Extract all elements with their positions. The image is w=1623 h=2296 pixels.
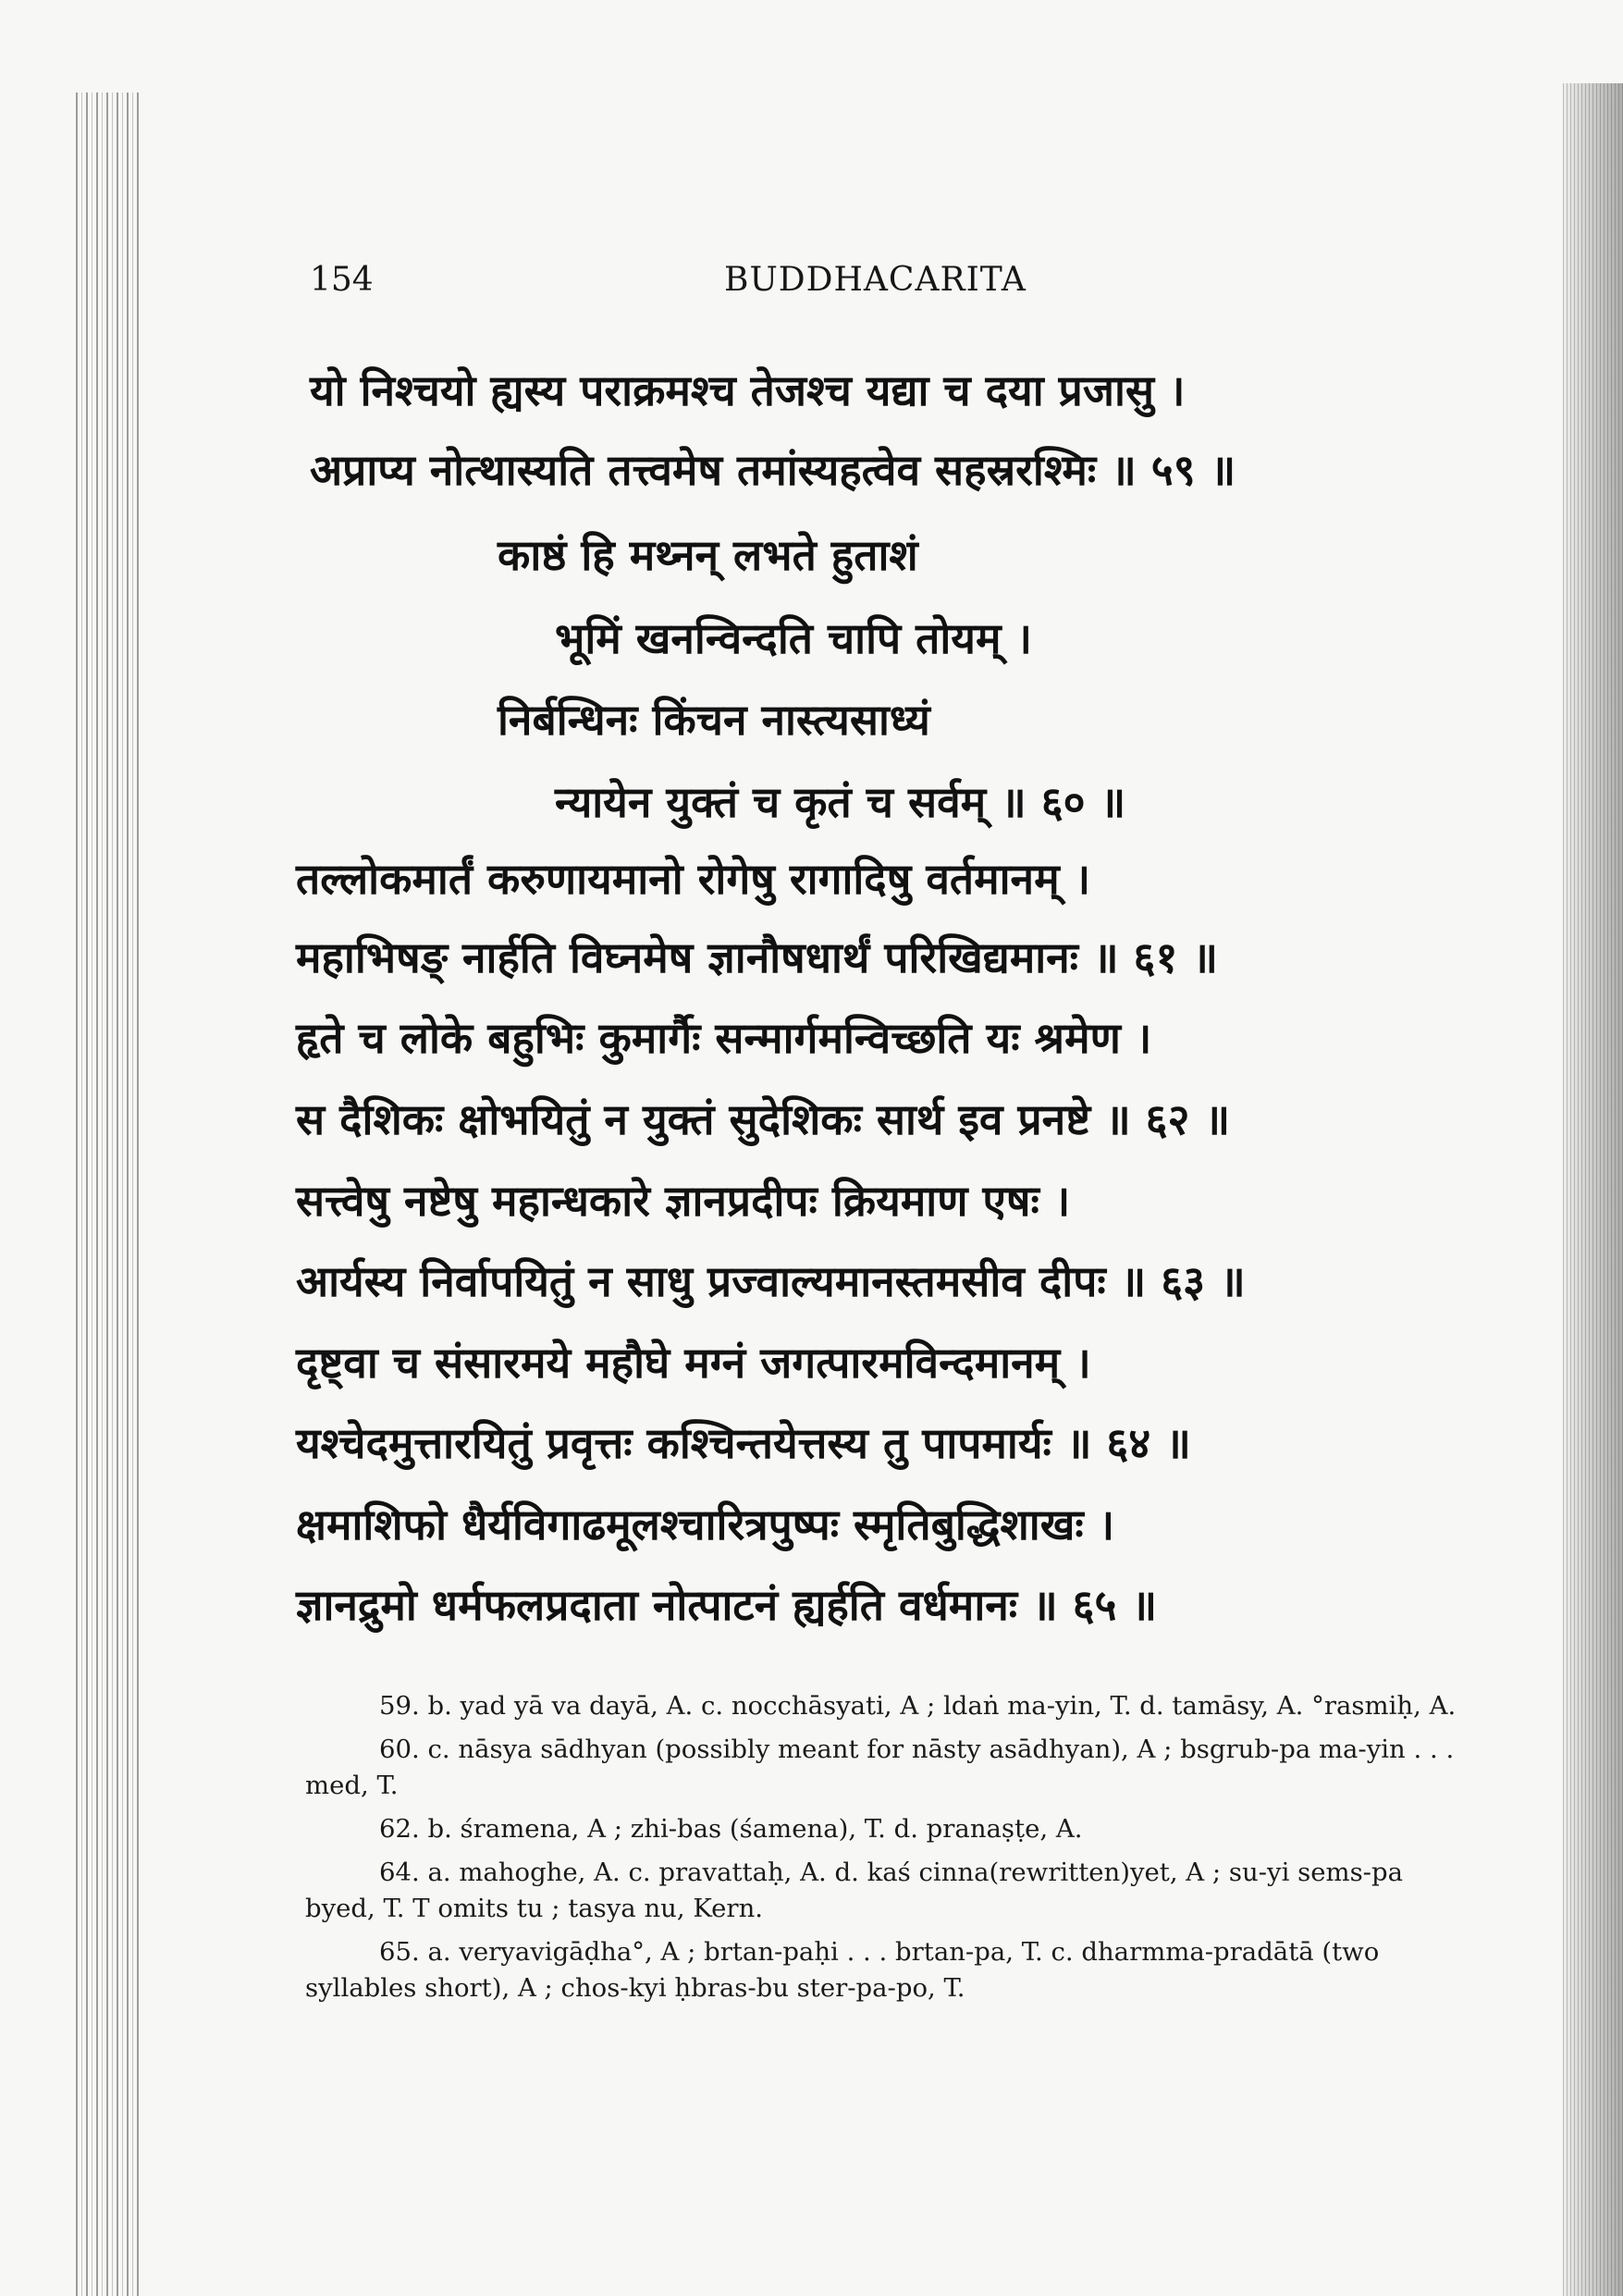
verse-line: आर्यस्य निर्वापयितुं न साधु प्रज्वाल्यमानस्तमसीव दीपः ॥ ६३ ॥ bbox=[296, 1256, 1246, 1306]
page-header bbox=[310, 261, 1466, 307]
verse-line: सत्त्वेषु नष्टेषु महान्धकारे ज्ञानप्रदीपः क्रियमाण एषः । bbox=[296, 1176, 1071, 1226]
page-edges-right bbox=[1563, 83, 1623, 2296]
verse-line: भूमिं खनन्विन्दति चापि तोयम् । bbox=[555, 613, 1032, 663]
footnotes bbox=[305, 1688, 1480, 2014]
footnote: 65. a. veryavigāḍha°, A ; brtan-paḥi . . . brtan-pa, T. c. dharmma-pradātā (two syllables short), A ; chos-kyi ḥbras-bu ster-pa-po, T. bbox=[305, 1937, 1380, 2003]
verse-line: महाभिषङ् नार्हति विघ्नमेष ज्ञानौषधार्थं परिखिद्यमानः ॥ ६१ ॥ bbox=[296, 932, 1218, 982]
footnote: 64. a. mahoghe, A. c. pravattaḥ, A. d. kaś cinna(rewritten)yet, A ; su-yi sems-pa byed, T. T omits tu ; tasya nu, Kern. bbox=[305, 1858, 1403, 1923]
verse-line: यो निश्चयो ह्यस्य पराक्रमश्च तेजश्च यद्या च दया प्रजासु । bbox=[310, 365, 1186, 415]
verse-line: स दैशिकः क्षोभयितुं न युक्तं सुदेशिकः सार्थ इव प्रनष्टे ॥ ६२ ॥ bbox=[296, 1094, 1231, 1144]
verse-line: क्षमाशिफो धैर्यविगाढमूलश्चारित्रपुष्पः स्मृतिबुद्धिशाखः । bbox=[296, 1500, 1115, 1549]
running-title: BUDDHACARITA bbox=[724, 261, 1027, 299]
verse-line: काष्ठं हि मथ्नन् लभते हुताशं bbox=[498, 530, 918, 580]
verse-line: अप्राप्य नोत्थास्यति तत्त्वमेष तमांस्यहत्वेव सहस्ररश्मिः ॥ ५९ ॥ bbox=[310, 445, 1236, 495]
verse-line: ज्ञानद्रुमो धर्मफलप्रदाता नोत्पाटनं ह्यर्हति वर्धमानः ॥ ६५ ॥ bbox=[296, 1580, 1158, 1630]
verse-line: यश्चेदमुत्तारयितुं प्रवृत्तः कश्चिन्तयेत्तस्य तु पापमार्यः ॥ ६४ ॥ bbox=[296, 1418, 1191, 1468]
verse-line: निर्बन्धिनः किंचन नास्त्यसाध्यं bbox=[498, 695, 930, 745]
footnote: 62. b. śramena, A ; zhi-bas (śamena), T. d. pranaṣṭe, A. bbox=[379, 1814, 1083, 1844]
footnote: 60. c. nāsya sādhyan (possibly meant for nāsty asādhyan), A ; bsgrub-pa ma-yin . . . med, T. bbox=[305, 1734, 1455, 1800]
verse-line: हृते च लोके बहुभिः कुमार्गैः सन्मार्गमन्विच्छति यः श्रमेण । bbox=[296, 1013, 1152, 1063]
verse-line: दृष्ट्वा च संसारमये महौघे मग्नं जगत्पारमविन्दमानम् । bbox=[296, 1338, 1091, 1388]
page-number: 154 bbox=[310, 261, 374, 299]
book-binding-left bbox=[76, 93, 141, 2296]
footnote: 59. b. yad yā va dayā, A. c. nocchāsyati, A ; ldaṅ ma-yin, T. d. tamāsy, A. °rasmiḥ, A. bbox=[379, 1691, 1457, 1721]
verse-line: न्यायेन युक्तं च कृतं च सर्वम् ॥ ६० ॥ bbox=[555, 777, 1126, 827]
verse-line: तल्लोकमार्तं करुणायमानो रोगेषु रागादिषु वर्तमानम् । bbox=[296, 854, 1091, 904]
